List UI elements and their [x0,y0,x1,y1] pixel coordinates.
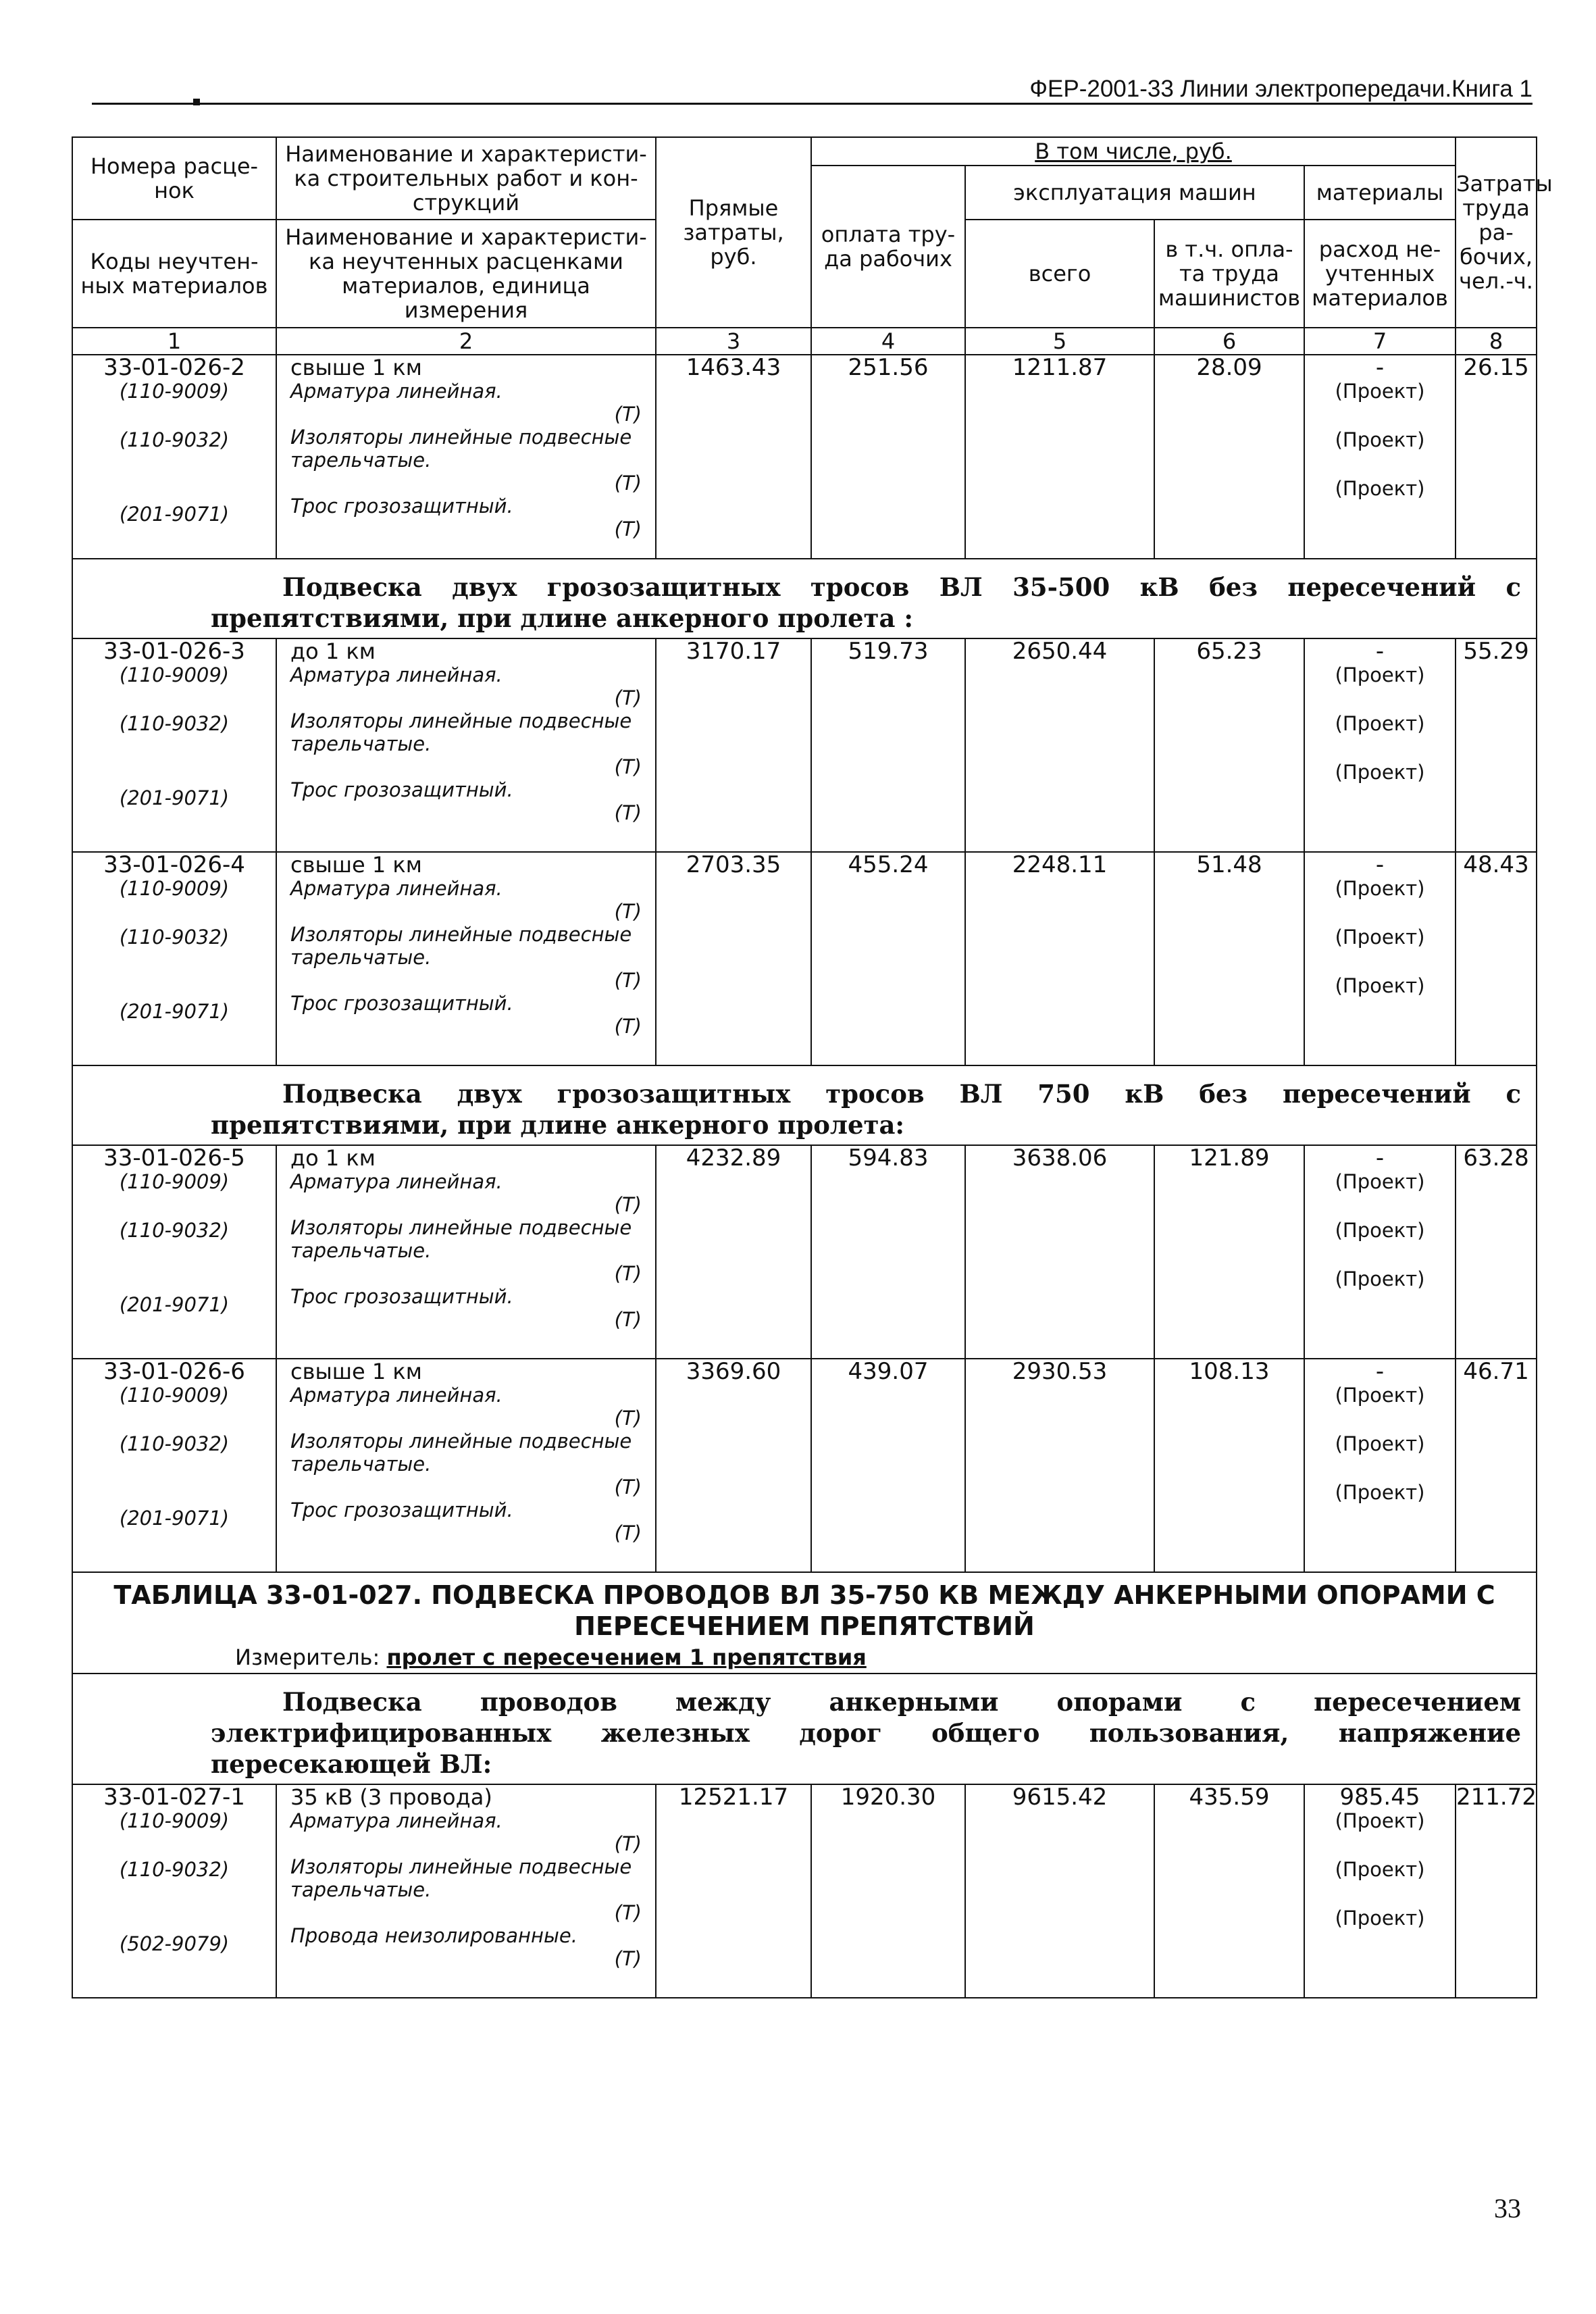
code-cell: 33-01-026-5 (110-9009) (110-9032) (201-9071) [72,1145,276,1359]
header-group: В том числе, руб. [811,137,1456,166]
table-title-cell [72,1572,1537,1674]
section-title: Подвеска двух грозозащитных тросов ВЛ 35-500 кВ без пересечений с препятствиями, при длине анкерного пролета : [72,559,1537,638]
direct-cost: 3369.60 [656,1359,811,1572]
materials-cell: - (Проект) (Проект) (Проект) [1304,1145,1456,1359]
materials-cell: 985.45 (Проект) (Проект) (Проект) [1304,1784,1456,1998]
colnum: 2 [276,328,656,355]
name-cell: свыше 1 км Арматура линейная. (Т) Изоляторы линейные подвесные тарельчатые. (Т) Трос грозозащитный. (Т) [276,1359,656,1572]
header-col4: оплата тру-да рабочих [811,166,965,328]
machinist-labor: 28.09 [1154,355,1304,559]
name-cell: свыше 1 км Арматура линейная. (Т) Изоляторы линейные подвесные тарельчатые. (Т) Трос грозозащитный. (Т) [276,355,656,559]
code-cell: 33-01-026-4 (110-9009) (110-9032) (201-9071) [72,852,276,1065]
labor-cost: 455.24 [811,852,965,1065]
measure-value: пролет с пересечением 1 препятствия [386,1644,867,1670]
machinist-labor: 65.23 [1154,638,1304,852]
table-title-row [72,1572,1537,1674]
header-col7: расход не-учтенных материалов [1304,220,1456,328]
materials-cell: - (Проект) (Проект) (Проект) [1304,1359,1456,1572]
header-col3: Прямые затраты, руб. [656,137,811,328]
machines-cost: 2650.44 [965,638,1154,852]
running-header: ФЕР-2001-33 Линии электропередачи.Книга 1 [1029,76,1533,102]
direct-cost: 2703.35 [656,852,811,1065]
labor-hours: 48.43 [1456,852,1537,1065]
section-row [72,1674,1537,1784]
header-col2-bottom: Наименование и характеристи-ка неучтенных расценками материалов, единица измерения [276,220,656,328]
name-cell: до 1 км Арматура линейная. (Т) Изоляторы линейные подвесные тарельчатые. (Т) Трос грозозащитный. (Т) [276,638,656,852]
colnum: 5 [965,328,1154,355]
machines-cost: 9615.42 [965,1784,1154,1998]
section-title: Подвеска проводов между анкерными опорами с пересечением электрифицированных железных дорог общего пользования, напряжение пересекающей ВЛ: [72,1674,1537,1784]
section-row [72,559,1537,638]
table-row [72,1145,1537,1359]
header-rule [92,103,1533,105]
labor-cost: 251.56 [811,355,965,559]
materials-cell: - (Проект) (Проект) (Проект) [1304,638,1456,852]
header-rule-mark [193,99,200,105]
labor-cost: 594.83 [811,1145,965,1359]
table-row [72,852,1537,1065]
colnum: 7 [1304,328,1456,355]
machinist-labor: 121.89 [1154,1145,1304,1359]
machines-cost: 1211.87 [965,355,1154,559]
table-title: ТАБЛИЦА 33-01-027. ПОДВЕСКА ПРОВОДОВ ВЛ 35-750 КВ МЕЖДУ АНКЕРНЫМИ ОПОРАМИ С ПЕРЕСЕЧЕНИЕМ ПРЕПЯТСТВИЙ [113,1580,1495,1641]
code-cell: 33-01-026-6 (110-9009) (110-9032) (201-9071) [72,1359,276,1572]
name-cell: до 1 км Арматура линейная. (Т) Изоляторы линейные подвесные тарельчатые. (Т) Трос грозозащитный. (Т) [276,1145,656,1359]
machines-cost: 3638.06 [965,1145,1154,1359]
machinist-labor: 108.13 [1154,1359,1304,1572]
materials-cell: - (Проект) (Проект) (Проект) [1304,852,1456,1065]
code-cell: 33-01-027-1 (110-9009) (110-9032) (502-9079) [72,1784,276,1998]
header-col1-bottom: Коды неучтен-ных материалов [72,220,276,328]
section-title: Подвеска двух грозозащитных тросов ВЛ 750 кВ без пересечений с препятствиями, при длине анкерного пролета: [72,1065,1537,1145]
table-row [72,355,1537,559]
direct-cost: 3170.17 [656,638,811,852]
labor-hours: 46.71 [1456,1359,1537,1572]
header-col1-top: Номера расце-нок [72,137,276,220]
section-row [72,1065,1537,1145]
table-row [72,638,1537,852]
header-col8: Затраты труда ра-бочих, чел.-ч. [1456,137,1537,328]
colnum: 1 [72,328,276,355]
machinist-labor: 435.59 [1154,1784,1304,1998]
direct-cost: 1463.43 [656,355,811,559]
header-col2-top: Наименование и характеристи-ка строительных работ и кон-струкций [276,137,656,220]
direct-cost: 12521.17 [656,1784,811,1998]
price-table [72,136,1553,1998]
labor-cost: 519.73 [811,638,965,852]
column-numbers-row [72,328,1537,355]
machines-cost: 2248.11 [965,852,1154,1065]
colnum: 6 [1154,328,1304,355]
code-cell: 33-01-026-3 (110-9009) (110-9032) (201-9071) [72,638,276,852]
table-row [72,1359,1537,1572]
header-materials: материалы [1304,166,1456,220]
page-number: 33 [1494,2193,1521,2223]
colnum: 4 [811,328,965,355]
labor-cost: 1920.30 [811,1784,965,1998]
colnum: 3 [656,328,811,355]
materials-cell: - (Проект) (Проект) (Проект) [1304,355,1456,559]
labor-hours: 63.28 [1456,1145,1537,1359]
colnum: 8 [1456,328,1537,355]
labor-hours: 26.15 [1456,355,1537,559]
labor-hours: 211.72 [1456,1784,1537,1998]
header-col6: в т.ч. опла-та труда машинистов [1154,220,1304,328]
machines-cost: 2930.53 [965,1359,1154,1572]
machinist-labor: 51.48 [1154,852,1304,1065]
table-row [72,1784,1537,1998]
measure-line [73,1642,1536,1673]
labor-cost: 439.07 [811,1359,965,1572]
header-machines: эксплуатация машин [965,166,1304,220]
labor-hours: 55.29 [1456,638,1537,852]
code-cell: 33-01-026-2 (110-9009) (110-9032) (201-9071) [72,355,276,559]
direct-cost: 4232.89 [656,1145,811,1359]
measure-label: Измеритель: [235,1644,380,1670]
header-col5: всего [965,220,1154,328]
name-cell: свыше 1 км Арматура линейная. (Т) Изоляторы линейные подвесные тарельчатые. (Т) Трос грозозащитный. (Т) [276,852,656,1065]
name-cell: 35 кВ (3 провода) Арматура линейная. (Т) Изоляторы линейные подвесные тарельчатые. (Т) Провода неизолированные. (Т) [276,1784,656,1998]
